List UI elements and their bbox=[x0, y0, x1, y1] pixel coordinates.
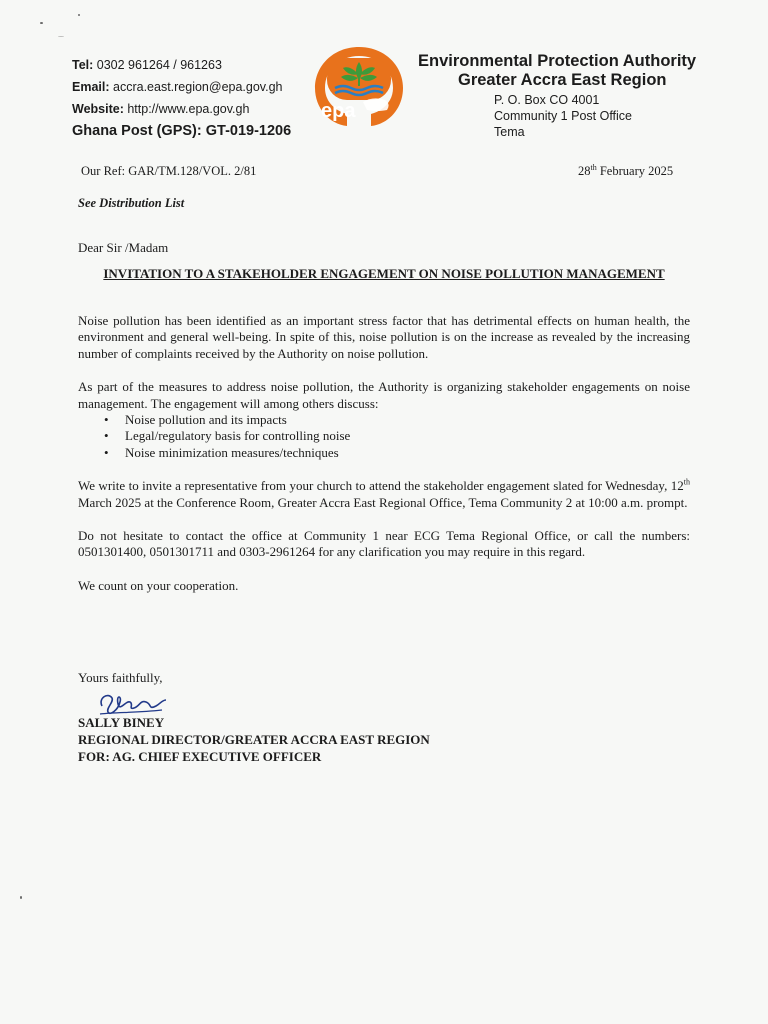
paragraph: We count on your cooperation. bbox=[78, 577, 239, 593]
signer-name: SALLY BINEY bbox=[78, 715, 165, 730]
website-line bbox=[72, 98, 291, 120]
tel-label: Tel: bbox=[72, 58, 94, 72]
email-line bbox=[72, 76, 291, 98]
org-name: Environmental Protection Authority bbox=[418, 52, 697, 70]
letter-title: INVITATION TO A STAKEHOLDER ENGAGEMENT ON NOISE POLLUTION MANAGEMENT bbox=[103, 266, 665, 281]
paragraph: Do not hesitate to contact the office at Community 1 near ECG Tema Regional Office, or call the numbers: 0501301400, 0501301711 and 0303-2961264 for any clarification you may require in this regard. bbox=[78, 528, 690, 560]
email-value[interactable]: accra.east.region@epa.gov.gh bbox=[113, 80, 283, 94]
list-item: • Noise minimization measures/techniques bbox=[125, 445, 690, 461]
epa-logo bbox=[311, 44, 407, 128]
discussion-topics-list bbox=[78, 412, 690, 461]
salutation: Dear Sir /Madam bbox=[78, 240, 169, 255]
gps-address: Ghana Post (GPS): GT-019-1206 bbox=[72, 123, 292, 139]
signer-title: REGIONAL DIRECTOR/GREATER ACCRA EAST REGION bbox=[78, 732, 430, 747]
letter-date: 28th February 2025 bbox=[578, 162, 674, 178]
list-item: • Noise pollution and its impacts bbox=[125, 412, 690, 428]
closing: Yours faithfully, bbox=[78, 670, 163, 685]
region-name: Greater Accra East Region bbox=[458, 71, 667, 89]
website-label: Website: bbox=[72, 102, 124, 116]
reference-number: Our Ref: GAR/TM.128/VOL. 2/81 bbox=[81, 164, 257, 178]
address-line: Tema bbox=[494, 125, 525, 139]
tel-line bbox=[72, 54, 291, 76]
org-block bbox=[418, 52, 738, 140]
contact-block bbox=[72, 54, 291, 142]
scan-speck bbox=[78, 14, 80, 16]
paragraph: Noise pollution has been identified as an important stress factor that has detrimental effects on human health, the environment and general well-being. In spite of this, noise pollution is on the increase as revealed by the increasing number of complaints received by the Authority on noise pollution. bbox=[78, 313, 690, 361]
signer-block bbox=[78, 714, 430, 765]
website-value[interactable]: http://www.epa.gov.gh bbox=[127, 102, 250, 116]
scan-speck bbox=[40, 22, 43, 24]
address-line: Community 1 Post Office bbox=[494, 109, 633, 123]
postal-address bbox=[494, 92, 738, 140]
email-label: Email: bbox=[72, 80, 110, 94]
tel-value: 0302 961264 / 961263 bbox=[96, 58, 222, 72]
distribution-note: See Distribution List bbox=[78, 196, 185, 210]
list-item: • Legal/regulatory basis for controlling noise bbox=[125, 428, 690, 444]
paragraph: We write to invite a representative from your church to attend the stakeholder engagement slated for Wednesday, 12th March 2025 at the Conference Room, Greater Accra East Regional Office, Tema Community 2 at 10:00 a.m. prompt. bbox=[78, 477, 690, 510]
scan-speck bbox=[20, 896, 22, 899]
address-line: P. O. Box CO 4001 bbox=[494, 93, 600, 107]
signer-for: FOR: AG. CHIEF EXECUTIVE OFFICER bbox=[78, 749, 322, 764]
letter-body bbox=[78, 313, 690, 611]
paragraph: As part of the measures to address noise pollution, the Authority is organizing stakeholder engagements on noise management. The engagement will among others discuss: bbox=[78, 379, 690, 411]
scan-speck bbox=[58, 36, 64, 37]
svg-text:epa: epa bbox=[321, 100, 356, 122]
